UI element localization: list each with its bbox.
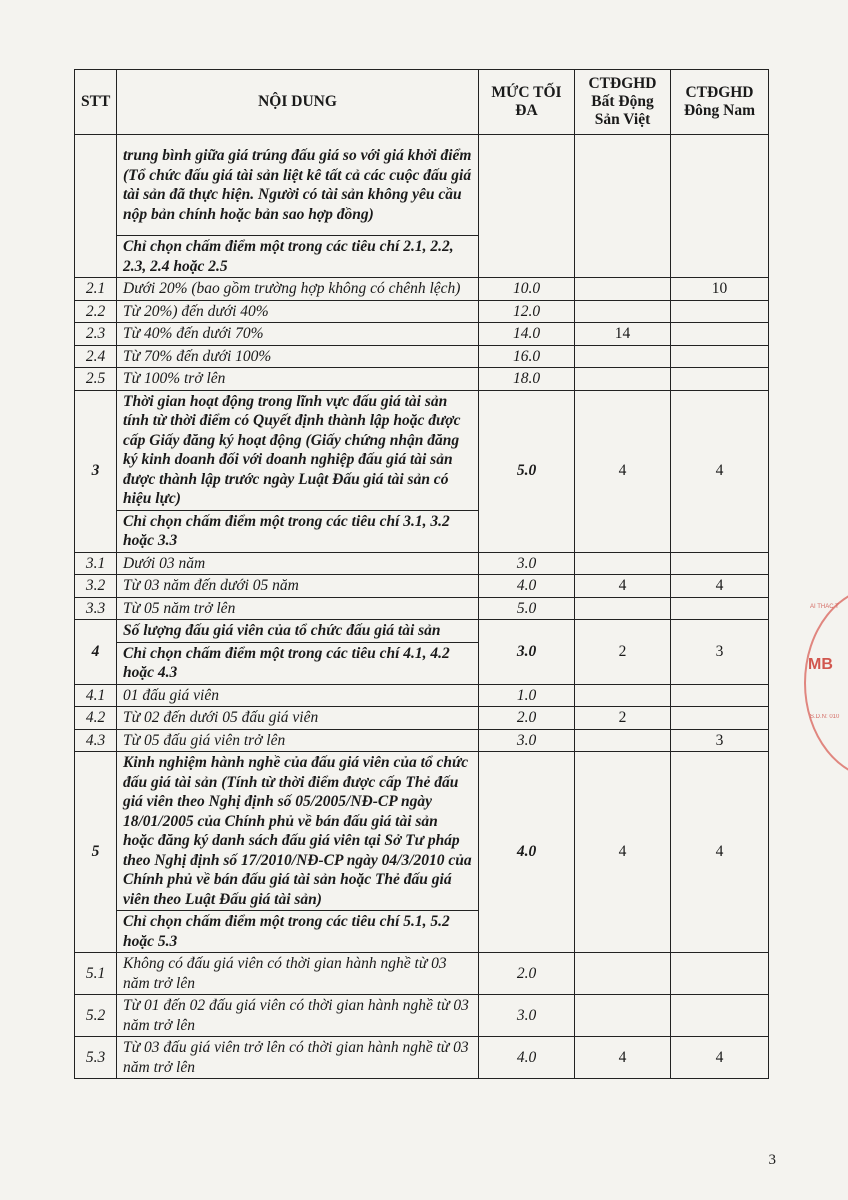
header-stt: STT (75, 70, 117, 135)
row-score-a (575, 300, 671, 323)
row-max: 10.0 (479, 278, 575, 301)
row-content: Dưới 20% (bao gồm trường hợp không có chênh lệch) (117, 278, 479, 301)
row-score-b (671, 684, 769, 707)
row-score-a (575, 597, 671, 620)
stamp-top-text: AI THÁC T (810, 604, 839, 610)
table-row (75, 368, 769, 391)
table-row (75, 278, 769, 301)
header-company-b: CTĐGHD Đông Nam (671, 70, 769, 135)
row-score-b (671, 953, 769, 995)
row-stt: 5.3 (75, 1037, 117, 1079)
row-content: Số lượng đấu giá viên của tổ chức đấu giá tài sản (117, 620, 479, 643)
row-score-a: 14 (575, 323, 671, 346)
row-max: 3.0 (479, 620, 575, 685)
table-row (75, 135, 769, 236)
row-content: Chỉ chọn chấm điểm một trong các tiêu chí 3.1, 3.2 hoặc 3.3 (117, 510, 479, 552)
row-content: Chỉ chọn chấm điểm một trong các tiêu chí 5.1, 5.2 hoặc 5.3 (117, 911, 479, 953)
row-score-a (575, 684, 671, 707)
row-score-a (575, 278, 671, 301)
table-row (75, 707, 769, 730)
table-row (75, 953, 769, 995)
row-content: Từ 70% đến dưới 100% (117, 345, 479, 368)
row-max: 2.0 (479, 953, 575, 995)
row-score-b: 4 (671, 390, 769, 552)
row-score-b (671, 552, 769, 575)
stamp-ring (804, 586, 848, 776)
row-max: 12.0 (479, 300, 575, 323)
row-score-b: 10 (671, 278, 769, 301)
row-score-a (575, 135, 671, 278)
row-content: Từ 03 năm đến dưới 05 năm (117, 575, 479, 598)
table-row (75, 620, 769, 643)
row-score-a: 4 (575, 752, 671, 953)
row-content: Thời gian hoạt động trong lĩnh vực đấu giá tài sản tính từ thời điểm có Quyết định thành lập hoặc được cấp Giấy đăng ký hoạt động (Giấy chứng nhận đăng ký kinh doanh đối với doanh nghiệp đấu giá tài sản được thành lập trước ngày Luật Đấu giá tài sản có hiệu lực) (117, 390, 479, 510)
row-score-b: 4 (671, 575, 769, 598)
row-score-a (575, 995, 671, 1037)
stamp-bottom-text: S.D.N: 010 (810, 714, 840, 720)
row-stt: 4.3 (75, 729, 117, 752)
row-stt: 5.1 (75, 953, 117, 995)
row-score-b (671, 368, 769, 391)
row-content: trung bình giữa giá trúng đấu giá so với giá khởi điểm (Tổ chức đấu giá tài sản liệt kê tất cả các cuộc đấu giá tài sản đã thực hiện. Người có tài sản không yêu cầu nộp bản chính hoặc bản sao hợp đồng) (117, 135, 479, 236)
row-max: 5.0 (479, 390, 575, 552)
row-score-b (671, 300, 769, 323)
row-stt: 3.3 (75, 597, 117, 620)
table-row (75, 684, 769, 707)
row-content: Từ 20%) đến dưới 40% (117, 300, 479, 323)
row-stt: 3.2 (75, 575, 117, 598)
row-max: 4.0 (479, 1037, 575, 1079)
table-row (75, 345, 769, 368)
row-content: Từ 01 đến 02 đấu giá viên có thời gian hành nghề từ 03 năm trở lên (117, 995, 479, 1037)
row-stt: 4.2 (75, 707, 117, 730)
table-header-row (75, 70, 769, 135)
row-score-a (575, 345, 671, 368)
row-score-a: 4 (575, 575, 671, 598)
row-score-b (671, 597, 769, 620)
table-row (75, 575, 769, 598)
row-max: 18.0 (479, 368, 575, 391)
row-max: 3.0 (479, 552, 575, 575)
row-max: 16.0 (479, 345, 575, 368)
header-content: NỘI DUNG (117, 70, 479, 135)
row-stt: 2.1 (75, 278, 117, 301)
row-score-b (671, 135, 769, 278)
table-row (75, 729, 769, 752)
row-score-a: 2 (575, 620, 671, 685)
row-content: Chỉ chọn chấm điểm một trong các tiêu chí 2.1, 2.2, 2.3, 2.4 hoặc 2.5 (117, 236, 479, 278)
row-stt (75, 135, 117, 278)
row-score-b (671, 345, 769, 368)
table-row (75, 995, 769, 1037)
table-row (75, 323, 769, 346)
row-max: 2.0 (479, 707, 575, 730)
table-row (75, 390, 769, 510)
row-max: 14.0 (479, 323, 575, 346)
row-score-b (671, 323, 769, 346)
table-row (75, 1037, 769, 1079)
row-stt: 5 (75, 752, 117, 953)
header-company-a: CTĐGHD Bất Động Sản Việt (575, 70, 671, 135)
table-row (75, 597, 769, 620)
row-score-a: 4 (575, 1037, 671, 1079)
row-content: Từ 03 đấu giá viên trở lên có thời gian hành nghề từ 03 năm trở lên (117, 1037, 479, 1079)
row-max: 5.0 (479, 597, 575, 620)
row-score-a (575, 729, 671, 752)
row-score-b (671, 707, 769, 730)
page-number: 3 (768, 1152, 776, 1168)
row-score-b: 4 (671, 752, 769, 953)
row-max: 3.0 (479, 995, 575, 1037)
row-stt: 4 (75, 620, 117, 685)
row-content: 01 đấu giá viên (117, 684, 479, 707)
row-max: 3.0 (479, 729, 575, 752)
row-stt: 5.2 (75, 995, 117, 1037)
row-max: 4.0 (479, 575, 575, 598)
row-max (479, 135, 575, 278)
row-content: Dưới 03 năm (117, 552, 479, 575)
row-stt: 2.3 (75, 323, 117, 346)
row-stt: 2.4 (75, 345, 117, 368)
row-stt: 3.1 (75, 552, 117, 575)
table-row (75, 552, 769, 575)
company-stamp (800, 586, 848, 776)
row-score-a (575, 552, 671, 575)
table-row (75, 752, 769, 911)
scoring-table (74, 69, 769, 1079)
row-score-b (671, 995, 769, 1037)
row-score-b: 4 (671, 1037, 769, 1079)
row-stt: 2.2 (75, 300, 117, 323)
row-content: Từ 40% đến dưới 70% (117, 323, 479, 346)
row-stt: 3 (75, 390, 117, 552)
row-content: Không có đấu giá viên có thời gian hành nghề từ 03 năm trở lên (117, 953, 479, 995)
row-content: Kinh nghiệm hành nghề của đấu giá viên của tổ chức đấu giá tài sản (Tính từ thời điểm được cấp Thẻ đấu giá viên theo Nghị định số 05/2005/NĐ-CP ngày 18/01/2005 của Chính phủ về bán đấu giá tài sản hoặc đăng ký danh sách đấu giá viên tại Sở Tư pháp theo Nghị định số 17/2010/NĐ-CP ngày 04/3/2010 của Chính phủ về bán đấu giá tài sản hoặc Thẻ đấu giá viên theo Luật Đấu giá tài sản) (117, 752, 479, 911)
row-score-a: 4 (575, 390, 671, 552)
row-score-a (575, 368, 671, 391)
row-content: Từ 05 đấu giá viên trở lên (117, 729, 479, 752)
row-max: 4.0 (479, 752, 575, 953)
row-score-b: 3 (671, 620, 769, 685)
row-max: 1.0 (479, 684, 575, 707)
row-stt: 4.1 (75, 684, 117, 707)
row-score-a (575, 953, 671, 995)
row-score-b: 3 (671, 729, 769, 752)
row-stt: 2.5 (75, 368, 117, 391)
row-content: Từ 02 đến dưới 05 đấu giá viên (117, 707, 479, 730)
row-content: Từ 100% trở lên (117, 368, 479, 391)
row-content: Từ 05 năm trở lên (117, 597, 479, 620)
row-score-a: 2 (575, 707, 671, 730)
table-row (75, 300, 769, 323)
header-max: MỨC TỐI ĐA (479, 70, 575, 135)
stamp-logo-text: MB (808, 656, 833, 673)
row-content: Chỉ chọn chấm điểm một trong các tiêu chí 4.1, 4.2 hoặc 4.3 (117, 642, 479, 684)
